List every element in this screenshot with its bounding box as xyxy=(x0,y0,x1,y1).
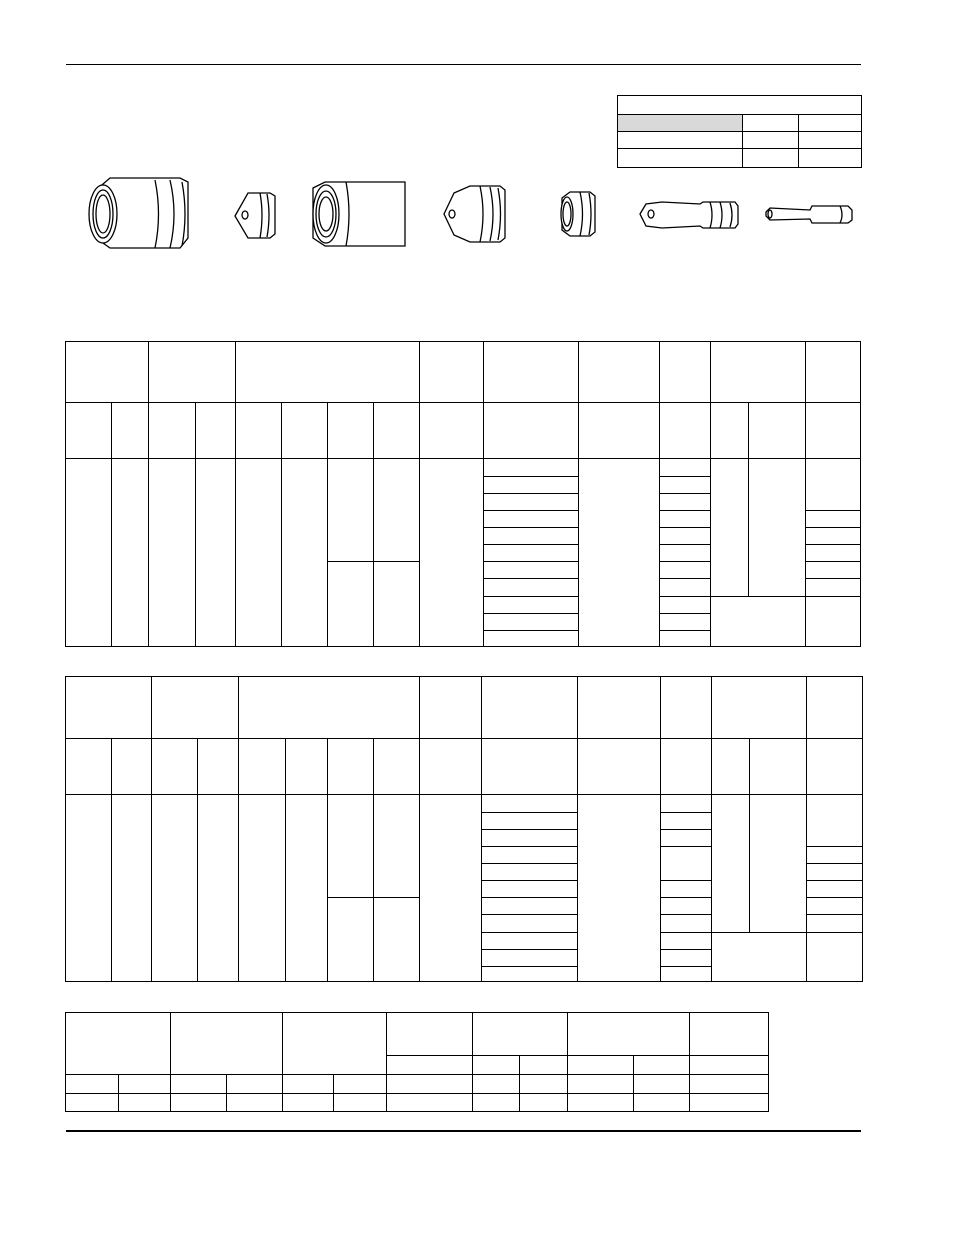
consumables-row xyxy=(70,168,870,268)
footer-rule xyxy=(66,1130,861,1132)
cut-table-1 xyxy=(64,340,864,650)
retaining-cap-icon xyxy=(235,193,275,238)
electrode-icon xyxy=(640,202,738,228)
settings-table xyxy=(64,1011,774,1115)
water-tube-icon xyxy=(766,206,852,223)
nozzle-icon xyxy=(444,186,505,242)
cap-icon xyxy=(313,182,405,246)
swirl-ring-icon xyxy=(561,192,595,236)
legend-box xyxy=(617,95,863,169)
cut-table-2 xyxy=(64,675,866,985)
header-rule xyxy=(66,64,861,65)
shield-icon xyxy=(89,178,188,248)
legend-header-shade xyxy=(618,115,742,131)
